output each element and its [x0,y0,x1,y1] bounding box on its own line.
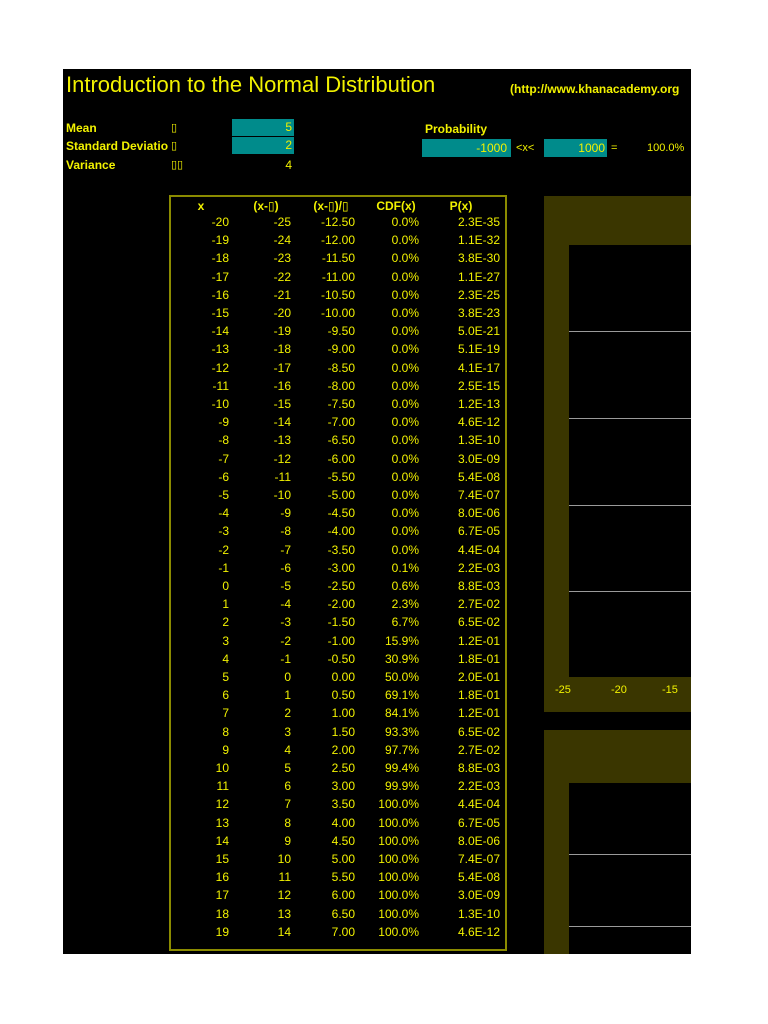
cell-zscore: -1.50 [327,615,355,630]
cell-deviation: -20 [273,306,291,320]
cell-px: 1.1E-27 [457,269,500,284]
cell-zscore: -4.50 [327,506,355,521]
cell-cdf: 100.0% [378,833,419,848]
cell-zscore: -3.50 [327,542,355,557]
table-row [171,850,505,868]
variance-label: Variance [66,158,116,172]
cell-zscore: 5.50 [331,870,355,885]
cell-px: 3.0E-09 [457,451,500,466]
cell-x: 10 [215,761,229,775]
gridline [569,591,691,592]
cell-x: -3 [218,524,229,539]
cell-deviation: -16 [273,378,291,393]
cell-deviation: -11 [274,469,291,484]
cell-deviation: -8 [280,524,291,539]
table-row [171,504,505,522]
table-row [171,595,505,613]
cell-zscore: 6.50 [331,906,355,921]
cell-px: 1.3E-10 [457,906,500,921]
table-row [171,559,505,577]
table-row [171,377,505,395]
cell-zscore: 6.00 [331,888,355,903]
cell-deviation: -5 [280,579,291,593]
variance-symbol: ▯▯ [171,159,184,171]
cell-deviation: 13 [277,906,291,921]
table-row [171,650,505,668]
cell-zscore: -2.00 [327,597,355,612]
cell-deviation: -10 [273,488,291,502]
x-tick-label: -20 [611,684,627,696]
cell-zscore: -10.00 [320,306,355,320]
cell-x: -4 [218,506,229,521]
cdf-chart-plot-area [569,783,691,954]
cell-deviation: 1 [284,688,291,703]
cell-cdf: 0.0% [391,324,419,339]
cell-cdf: 100.0% [378,906,419,921]
cell-px: 2.3E-25 [457,287,500,302]
cell-cdf: 100.0% [378,815,419,830]
cell-cdf: 0.0% [391,433,419,448]
cell-px: 5.1E-19 [457,342,500,357]
cell-cdf: 0.0% [391,397,419,411]
table-row [171,395,505,413]
cell-zscore: 4.00 [331,815,355,830]
cell-x: -8 [218,433,229,448]
cell-px: 3.8E-23 [457,306,500,320]
cell-zscore: 0.50 [331,688,355,703]
cell-cdf: 0.0% [391,306,419,320]
cell-px: 1.1E-32 [457,233,500,248]
cell-cdf: 6.7% [391,615,419,630]
cell-zscore: 5.00 [331,852,355,866]
cell-zscore: -12.00 [320,233,355,248]
cell-px: 4.6E-12 [457,415,500,430]
cell-deviation: -13 [273,433,291,448]
cell-cdf: 0.0% [391,251,419,266]
cell-px: 2.7E-02 [457,597,500,612]
cell-deviation: -24 [273,233,291,248]
cell-px: 5.4E-08 [457,870,500,885]
cell-cdf: 100.0% [378,888,419,903]
cell-x: 12 [215,797,229,812]
table-row [171,340,505,358]
cell-x: -17 [211,269,229,284]
table-row [171,686,505,704]
cell-cdf: 50.0% [384,670,419,684]
cell-px: 8.0E-06 [457,833,500,848]
cell-x: 13 [215,815,229,830]
cell-zscore: -9.00 [327,342,355,357]
cell-x: -14 [211,324,229,339]
cell-cdf: 15.9% [384,633,419,648]
table-row [171,795,505,813]
cell-cdf: 0.6% [391,579,419,593]
cell-cdf: 0.0% [391,378,419,393]
cell-px: 6.7E-05 [457,524,500,539]
cell-zscore: -5.50 [327,469,355,484]
cell-zscore: 4.50 [331,833,355,848]
table-row [171,541,505,559]
cell-zscore: -6.50 [327,433,355,448]
probability-between-text: <x< [516,142,535,154]
pdf-chart-plot-area [569,245,691,677]
table-row [171,486,505,504]
cell-px: 7.4E-07 [457,852,500,866]
cell-zscore: -5.00 [327,488,355,502]
cell-x: -18 [211,251,229,266]
cell-x: 11 [216,779,229,794]
table-row [171,777,505,795]
cell-cdf: 0.0% [391,451,419,466]
cell-deviation: -19 [273,324,291,339]
gridline [569,926,691,927]
cell-x: 16 [215,870,229,885]
cell-cdf: 0.0% [391,269,419,284]
cell-x: 3 [222,633,229,648]
cell-px: 4.4E-04 [457,542,500,557]
table-row [171,704,505,722]
cell-deviation: -3 [280,615,291,630]
page-title: Introduction to the Normal Distribution [66,72,436,97]
cell-px: 1.3E-10 [457,433,500,448]
cell-cdf: 100.0% [378,924,419,939]
probability-result: 100.0% [647,142,685,154]
cell-deviation: 14 [277,924,291,939]
cell-cdf: 93.3% [384,724,419,739]
gridline [569,331,691,332]
table-row [171,249,505,267]
cell-x: 1 [222,597,229,612]
cell-px: 1.2E-01 [457,633,500,648]
sd-label: Standard Deviatio [66,139,169,153]
cell-zscore: 7.00 [331,924,355,939]
cell-deviation: -25 [273,215,291,229]
cell-zscore: -11.00 [321,269,355,284]
cell-px: 3.0E-09 [457,888,500,903]
cell-deviation: -14 [273,415,291,430]
x-tick-label: -25 [555,684,571,696]
table-row [171,322,505,340]
cell-zscore: 3.00 [331,779,355,794]
table-row [171,832,505,850]
distribution-table [169,195,507,951]
cell-cdf: 0.0% [391,469,419,484]
cell-deviation: 6 [284,779,291,794]
cell-cdf: 100.0% [378,870,419,885]
probability-equals: = [611,142,618,154]
cell-px: 1.8E-01 [457,688,500,703]
cell-px: 2.7E-02 [457,742,500,757]
col-header-px: P(x) [449,199,473,213]
cell-px: 1.8E-01 [457,651,500,666]
cell-x: -15 [211,306,229,320]
cell-deviation: -12 [273,451,291,466]
cell-x: -10 [211,397,229,411]
cell-zscore: 1.50 [331,724,355,739]
col-header-x: x [197,199,205,213]
cell-zscore: 2.00 [331,742,355,757]
cell-x: -16 [211,287,229,302]
cell-x: 6 [222,688,229,703]
variance-value: 4 [285,158,292,172]
cell-x: -11 [212,378,229,393]
source-url[interactable]: (http://www.khanacademy.org [510,82,680,96]
cell-cdf: 0.0% [391,287,419,302]
cell-x: -9 [218,415,229,430]
table-row [171,577,505,595]
cell-x: -5 [218,488,229,502]
cell-cdf: 0.0% [391,233,419,248]
cell-px: 2.5E-15 [457,378,500,393]
table-row [171,814,505,832]
cell-px: 4.4E-04 [457,797,500,812]
cell-x: 0 [222,579,229,593]
cell-px: 8.8E-03 [457,761,500,775]
cell-deviation: 10 [277,852,291,866]
cell-x: 17 [215,888,229,903]
cell-zscore: -0.50 [327,651,355,666]
cell-px: 2.0E-01 [457,670,500,684]
cell-x: -19 [211,233,229,248]
table-row [171,431,505,449]
cell-cdf: 97.7% [384,742,419,757]
col-header-deviation: (x-▯) [253,199,279,213]
cell-cdf: 0.0% [391,488,419,502]
cell-deviation: 9 [284,833,291,848]
mean-input[interactable]: 5 [232,119,294,136]
cell-px: 8.0E-06 [457,506,500,521]
cell-cdf: 0.0% [391,415,419,430]
cell-deviation: 4 [284,742,291,757]
cell-deviation: -21 [273,287,291,302]
cell-deviation: -2 [280,633,291,648]
cell-deviation: 0 [284,670,291,684]
cell-zscore: 3.50 [331,797,355,812]
cell-deviation: -4 [280,597,291,612]
cell-deviation: 7 [284,797,291,812]
cell-cdf: 0.0% [391,524,419,539]
cell-px: 6.5E-02 [457,724,500,739]
cdf-chart [544,730,691,954]
cell-x: 15 [215,852,229,866]
cell-deviation: -6 [280,560,291,575]
cell-x: -20 [211,215,229,229]
table-row [171,723,505,741]
cell-cdf: 0.0% [391,360,419,375]
cell-deviation: -15 [273,397,291,411]
cell-cdf: 99.9% [384,779,419,794]
cell-deviation: 8 [284,815,291,830]
table-row [171,868,505,886]
cell-px: 3.8E-30 [457,251,500,266]
cell-deviation: 5 [284,761,291,775]
gridline [569,505,691,506]
table-row [171,613,505,631]
table-row [171,923,505,941]
gridline [569,418,691,419]
table-row [171,450,505,468]
cell-cdf: 0.0% [391,542,419,557]
cell-x: 18 [215,906,229,921]
cell-cdf: 30.9% [384,651,419,666]
sd-input[interactable]: 2 [232,137,294,154]
cell-cdf: 69.1% [384,688,419,703]
cell-px: 4.6E-12 [457,924,500,939]
cell-deviation: -9 [280,506,291,521]
table-row [171,304,505,322]
cell-px: 4.1E-17 [457,360,500,375]
cell-x: 8 [222,724,229,739]
cell-px: 6.7E-05 [457,815,500,830]
cell-px: 2.2E-03 [457,560,500,575]
cell-px: 2.3E-35 [457,215,500,229]
cell-zscore: -4.00 [327,524,355,539]
cell-px: 2.2E-03 [457,779,500,794]
cell-cdf: 100.0% [378,797,419,812]
table-row [171,468,505,486]
probability-low-input[interactable]: -1000 [422,139,511,157]
mean-symbol: ▯ [171,122,178,134]
cell-deviation: 3 [284,724,291,739]
cell-cdf: 0.0% [391,215,419,229]
cell-x: -13 [211,342,229,357]
cell-x: 4 [222,651,229,666]
probability-label: Probability [425,122,488,136]
table-row [171,522,505,540]
cell-x: 7 [222,706,229,721]
cell-cdf: 99.4% [384,761,419,775]
table-row [171,359,505,377]
cell-deviation: 11 [278,870,291,885]
pdf-chart [544,196,691,712]
col-header-cdf: CDF(x) [376,199,416,213]
cell-deviation: -23 [273,251,291,266]
cell-x: 9 [222,742,229,757]
spreadsheet [63,69,691,954]
cell-zscore: -12.50 [320,215,355,229]
table-row [171,286,505,304]
cell-deviation: -7 [280,542,291,557]
cell-zscore: -9.50 [327,324,355,339]
x-tick-label: -15 [662,684,678,696]
cell-zscore: -2.50 [327,579,355,593]
table-row [171,268,505,286]
col-header-zscore: (x-▯)/▯ [313,199,349,213]
cell-zscore: -10.50 [320,287,355,302]
cell-zscore: -6.00 [327,451,355,466]
table-row [171,905,505,923]
table-row [171,632,505,650]
table-row [171,741,505,759]
cell-zscore: -7.00 [327,415,355,430]
cell-zscore: -1.00 [327,633,355,648]
cell-zscore: -7.50 [327,397,355,411]
cell-deviation: -18 [273,342,291,357]
cell-x: 2 [222,615,229,630]
cell-px: 5.0E-21 [457,324,500,339]
cell-px: 1.2E-13 [457,397,500,411]
cell-px: 1.2E-01 [457,706,500,721]
cell-cdf: 84.1% [384,706,419,721]
cell-x: -7 [218,451,229,466]
cell-x: 5 [222,670,229,684]
cell-x: -1 [218,560,229,575]
cell-cdf: 0.1% [391,560,419,575]
cell-zscore: 0.00 [331,670,355,684]
cell-x: -2 [218,542,229,557]
cell-cdf: 0.0% [391,342,419,357]
mean-label: Mean [66,121,97,135]
cell-zscore: -8.50 [327,360,355,375]
table-row [171,413,505,431]
table-row [171,231,505,249]
table-row [171,213,505,231]
cell-px: 7.4E-07 [457,488,500,502]
cell-x: 14 [215,833,229,848]
cell-zscore: -11.50 [321,251,355,266]
cell-px: 5.4E-08 [457,469,500,484]
cell-cdf: 0.0% [391,506,419,521]
cell-x: -6 [218,469,229,484]
cell-zscore: -3.00 [327,560,355,575]
cell-zscore: -8.00 [327,378,355,393]
cell-zscore: 2.50 [331,761,355,775]
cell-x: 19 [215,924,229,939]
cell-x: -12 [211,360,229,375]
cell-deviation: -1 [280,651,291,666]
cell-cdf: 100.0% [378,852,419,866]
cell-px: 8.8E-03 [457,579,500,593]
cell-deviation: 2 [284,706,291,721]
probability-high-input[interactable]: 1000 [544,139,607,157]
cell-deviation: -22 [273,269,291,284]
cell-cdf: 2.3% [391,597,419,612]
table-row [171,668,505,686]
cell-deviation: -17 [273,360,291,375]
cell-px: 6.5E-02 [457,615,500,630]
cell-zscore: 1.00 [331,706,355,721]
sd-symbol: ▯ [171,140,178,152]
table-row [171,886,505,904]
table-row [171,759,505,777]
gridline [569,854,691,855]
cell-deviation: 12 [277,888,291,903]
